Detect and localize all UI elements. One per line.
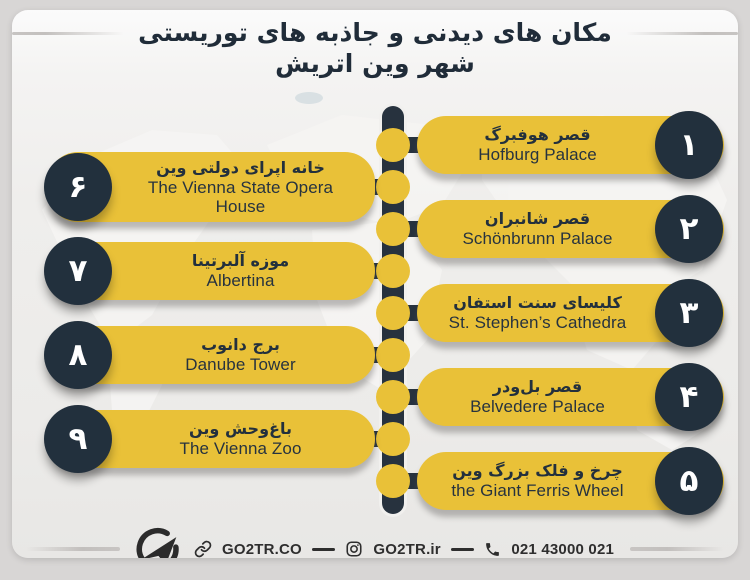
item-title-en: Albertina [206,271,275,291]
timeline-dot [376,422,410,456]
timeline-dot [376,170,410,204]
website-link[interactable]: GO2TR.CO [221,540,302,558]
timeline-dot [376,254,410,288]
item-title-fa: قصر هوفبرگ [484,125,591,145]
item-number-badge: ۲ [655,195,723,263]
item-title-en: The Vienna Zoo [179,439,302,459]
item-title-fa: موزه آلبرتینا [191,251,290,271]
phone-number[interactable]: 021 43000 021 [511,540,615,558]
item-number-badge: ۳ [655,279,723,347]
timeline-dot [376,128,410,162]
item-title-fa: قصر شانبران [484,209,591,229]
title-line-2: شهر وین اتریش [275,49,475,78]
footer-dash-right [630,547,724,551]
content-card [12,10,738,558]
item-title-en: Belvedere Palace [470,397,605,417]
timeline-dot [376,212,410,246]
item-title-fa: قصر بل‌ودر [492,377,583,397]
go2tr-logo-icon [136,527,180,558]
footer-contact-bar [26,530,724,558]
item-number-badge: ۶ [44,153,112,221]
item-title-en: Schönbrunn Palace [462,229,613,249]
title-dash-left [12,32,124,35]
footer-separator [312,548,335,551]
timeline-dot [376,380,410,414]
instagram-icon [345,540,363,558]
item-title-en: Hofburg Palace [478,145,597,165]
title-line-1: مکان های دیدنی و جاذبه های توریستی [138,18,612,47]
footer-dash-left [26,547,120,551]
item-title-en: St. Stephen’s Cathedra [448,313,627,333]
item-number-badge: ۸ [44,321,112,389]
item-title-fa: برج دانوب [201,335,280,355]
phone-icon [484,541,501,558]
item-number-badge: ۵ [655,447,723,515]
item-title-fa: کلیسای سنت استفان [453,293,622,313]
instagram-link[interactable]: GO2TR.ir [373,540,441,558]
timeline-dot [376,464,410,498]
item-title-en: the Giant Ferris Wheel [451,481,624,501]
item-number-badge: ۹ [44,405,112,473]
link-icon [194,540,212,558]
item-title-en: Danube Tower [185,355,296,375]
item-title-fa: باغ‌وحش وین [189,419,292,439]
item-number-badge: ۱ [655,111,723,179]
timeline-dot [376,296,410,330]
footer-separator [451,548,474,551]
item-title-fa: چرخ و فلک بزرگ وین [452,461,623,481]
timeline-dot [376,338,410,372]
title-dash-right [626,32,738,35]
item-title-en: The Vienna State Opera House [147,177,334,216]
page-title [12,18,738,79]
item-number-badge: ۷ [44,237,112,305]
item-title-fa: خانه اپرای دولتی وین [156,157,325,177]
item-number-badge: ۴ [655,363,723,431]
